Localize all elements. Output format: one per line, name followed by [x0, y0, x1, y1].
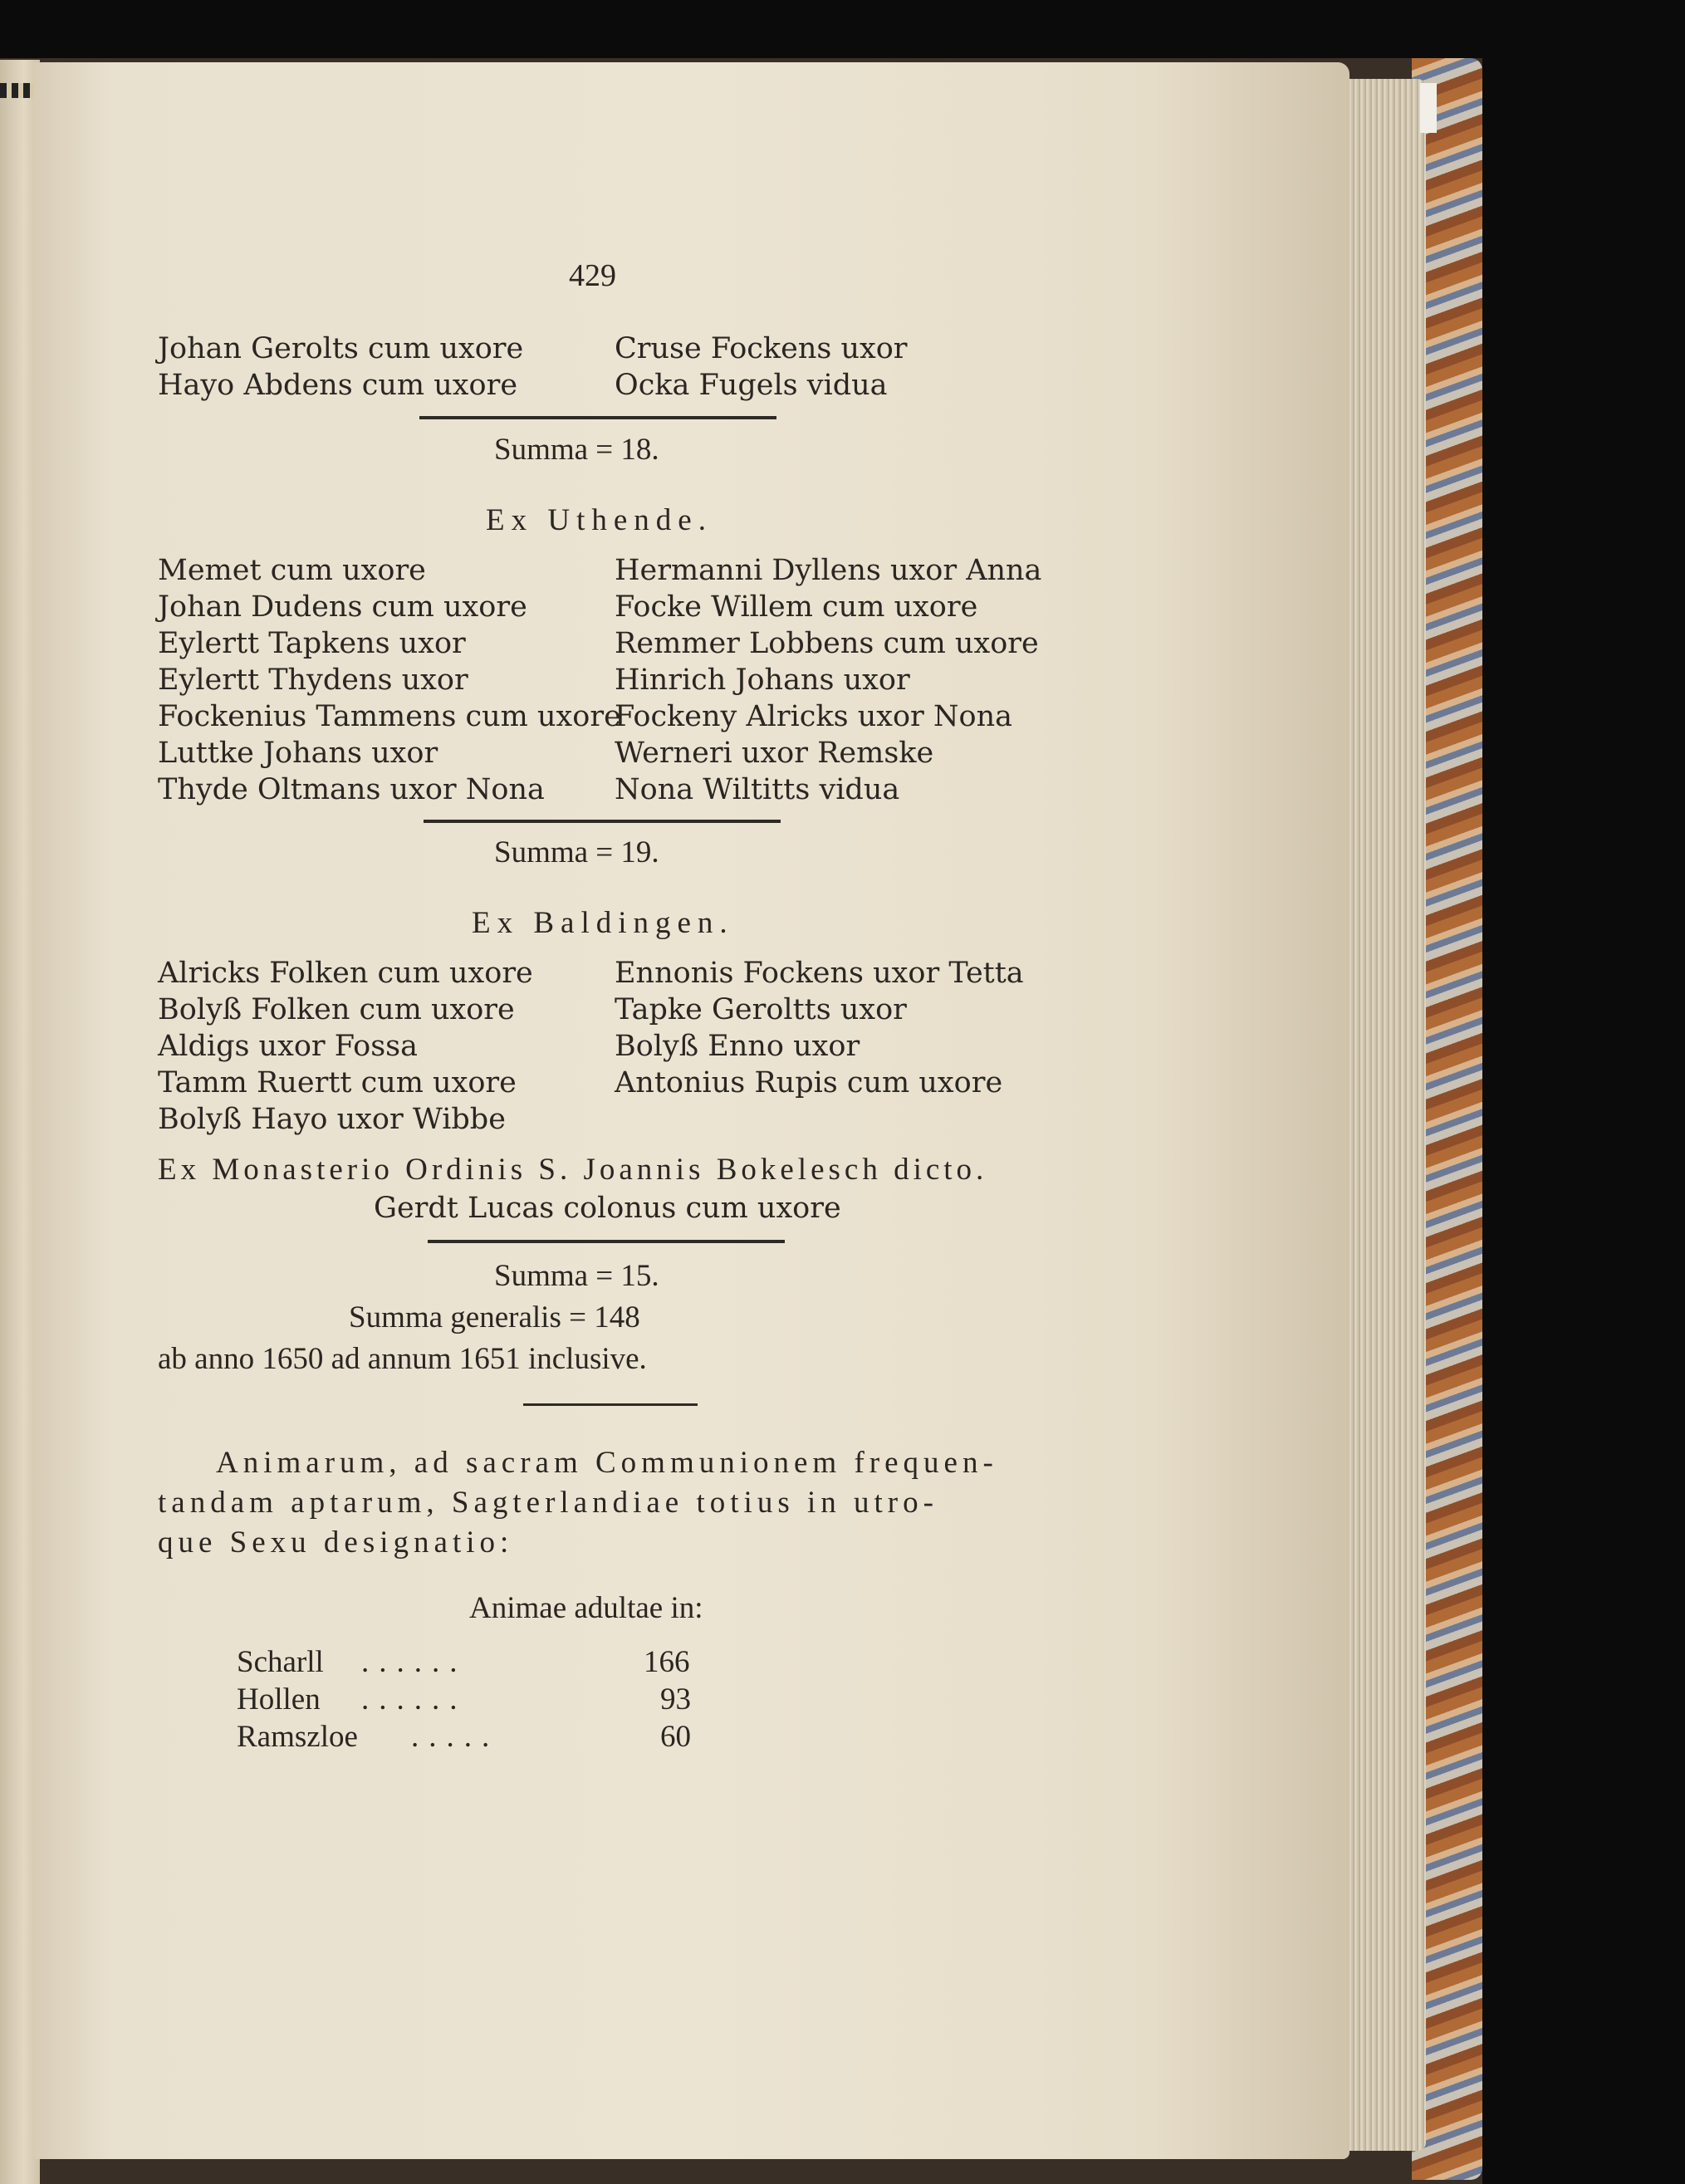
entry-left: Bolyß Folken cum uxore: [158, 993, 515, 1026]
section-heading: Ex Uthende.: [486, 503, 713, 537]
entry-right: Ennonis Fockens uxor Tetta: [615, 957, 1024, 990]
table-row-value: 60: [660, 1720, 691, 1754]
section-heading: Ex Monasterio Ordinis S. Joannis Bokelesch dicto.: [158, 1153, 988, 1187]
paragraph-line: tandam aptarum, Sagterlandiae totius in utro-: [158, 1486, 938, 1520]
entry-right: Focke Willem cum uxore: [615, 590, 978, 624]
entry-center: Gerdt Lucas colonus cum uxore: [374, 1192, 841, 1225]
summa-generalis: Summa generalis = 148: [349, 1300, 640, 1334]
page-number: 429: [569, 258, 616, 293]
entry-left: Memet cum uxore: [158, 554, 426, 587]
entry-right: Tapke Geroltts uxor: [615, 993, 907, 1026]
page-stack-edge: [1347, 79, 1426, 2151]
table-row-dots: .....: [411, 1720, 500, 1754]
paragraph-line: Animarum, ad sacram Communionem frequen-: [216, 1446, 998, 1480]
entry-right: Hermanni Dyllens uxor Anna: [615, 554, 1042, 587]
entry-left: Eylertt Thydens uxor: [158, 664, 468, 697]
summa-line: Summa = 18.: [494, 433, 659, 467]
entry-right: Fockeny Alricks uxor Nona: [615, 700, 1013, 733]
entry-left: Tamm Ruertt cum uxore: [158, 1066, 517, 1099]
entry-left: Hayo Abdens cum uxore: [158, 369, 518, 402]
entry-right: Ocka Fugels vidua: [615, 369, 888, 402]
paragraph-line: que Sexu designatio:: [158, 1525, 514, 1560]
entry-left: Luttke Johans uxor: [158, 737, 438, 770]
short-divider-rule: [523, 1403, 698, 1406]
entry-right: Nona Wiltitts vidua: [615, 773, 900, 806]
summa-line: Summa = 19.: [494, 835, 659, 869]
entry-left: Bolyß Hayo uxor Wibbe: [158, 1103, 506, 1136]
entry-right: Cruse Fockens uxor: [615, 332, 908, 365]
table-row-value: 93: [660, 1682, 691, 1716]
entry-left: Johan Dudens cum uxore: [158, 590, 527, 624]
table-row-place: Ramszloe: [237, 1720, 358, 1754]
divider-rule: [424, 820, 781, 823]
entry-left: Fockenius Tammens cum uxore: [158, 700, 621, 733]
entry-left: Johan Gerolts cum uxore: [158, 332, 524, 365]
entry-right: Remmer Lobbens cum uxore: [615, 627, 1039, 660]
entry-left: Thyde Oltmans uxor Nona: [158, 773, 545, 806]
entry-right: Werneri uxor Remske: [615, 737, 934, 770]
section-heading: Ex Baldingen.: [472, 906, 734, 940]
book-page: [33, 62, 1349, 2159]
divider-rule: [419, 416, 776, 419]
entry-right: Antonius Rupis cum uxore: [615, 1066, 1003, 1099]
entry-left: Eylertt Tapkens uxor: [158, 627, 466, 660]
table-row-dots: ......: [361, 1645, 468, 1679]
entry-right: Bolyß Enno uxor: [615, 1030, 860, 1063]
entry-right: Hinrich Johans uxor: [615, 664, 910, 697]
table-row-place: Scharll: [237, 1645, 324, 1679]
bookmark-tab: [1420, 83, 1437, 133]
period-line: ab anno 1650 ad annum 1651 inclusive.: [158, 1342, 647, 1376]
summa-line: Summa = 15.: [494, 1259, 659, 1293]
entry-left: Aldigs uxor Fossa: [158, 1030, 419, 1063]
entry-left: Alricks Folken cum uxore: [158, 957, 533, 990]
table-heading: Animae adultae in:: [469, 1591, 703, 1625]
table-row-dots: ......: [361, 1682, 468, 1716]
table-row-place: Hollen: [237, 1682, 321, 1716]
divider-rule: [428, 1240, 785, 1243]
table-row-value: 166: [644, 1645, 690, 1679]
